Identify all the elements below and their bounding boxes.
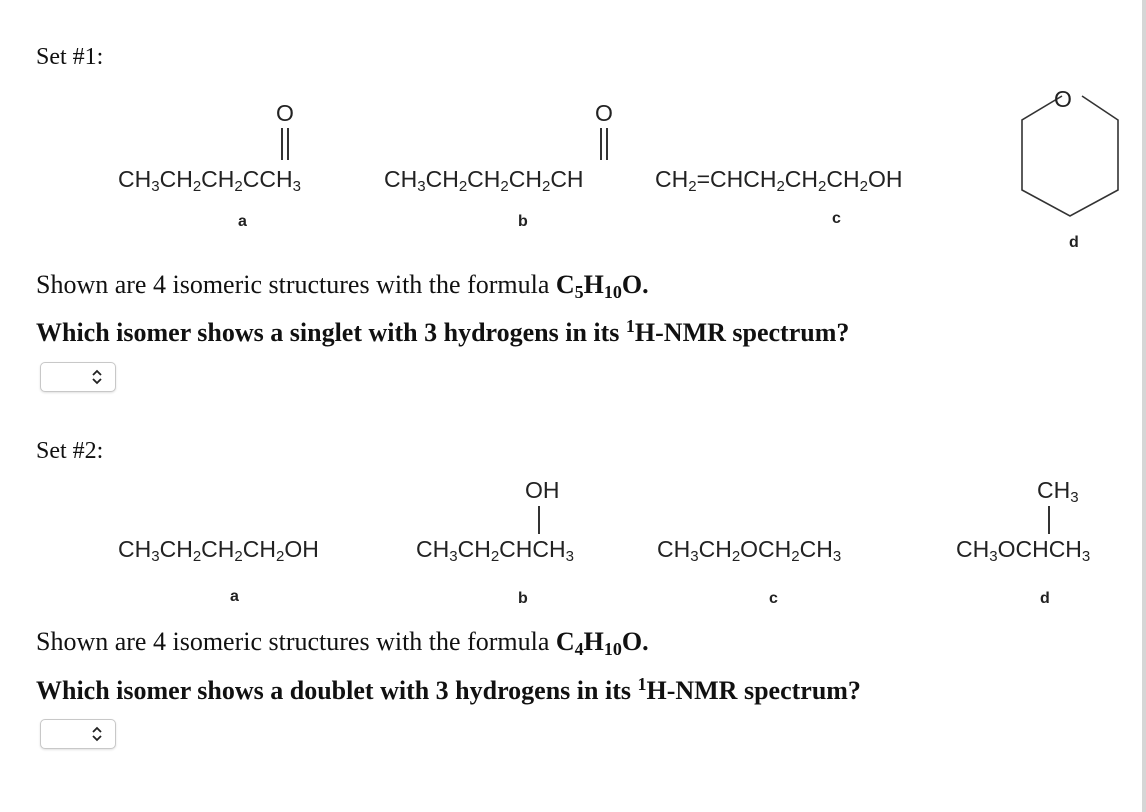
label-d: d	[1040, 590, 1050, 607]
structure-b-formula: $CH_3CH_2CHCH_3$	[416, 536, 574, 565]
hydroxyl-group: OH	[525, 477, 560, 503]
label-b: b	[518, 213, 528, 230]
set1-description: Shown are 4 isomeric structures with the formula $C_5H_{10}O$.	[36, 270, 649, 302]
label-b: b	[518, 590, 528, 607]
set1-answer-select[interactable]	[40, 362, 116, 392]
ring-diagram	[1010, 80, 1140, 230]
chevron-up-down-icon	[91, 725, 103, 743]
structure-a-formula: $CH_3CH_2CH_2CCH_3$	[118, 166, 301, 195]
structure-b-formula: $CH_3CH_2CH_2CH_2CH$	[384, 166, 584, 195]
label-a: a	[238, 213, 247, 230]
label-c: c	[832, 210, 841, 227]
set2-answer-select[interactable]	[40, 719, 116, 749]
set2-label: Set #2:	[36, 438, 104, 464]
chevron-up-down-icon	[91, 368, 103, 386]
set1-question: Which isomer shows a singlet with 3 hydrogens in its $^1$H-NMR spectrum?	[36, 316, 850, 347]
label-a: a	[230, 588, 239, 605]
carbonyl-oxygen: O	[276, 100, 294, 126]
label-c: c	[769, 590, 778, 607]
methyl-substituent: $CH_3$	[1037, 477, 1079, 506]
single-bond	[1048, 506, 1050, 534]
structure-c-formula: $CH_3CH_2OCH_2CH_3$	[657, 536, 842, 565]
page-edge	[1142, 0, 1146, 812]
double-bond	[600, 128, 602, 160]
set1-label: Set #1:	[36, 44, 104, 70]
label-d: d	[1069, 234, 1079, 251]
set2-description: Shown are 4 isomeric structures with the formula $C_4H_{10}O$.	[36, 627, 649, 659]
double-bond	[281, 128, 283, 160]
structure-c-formula: $CH_2=CHCH_2CH_2CH_2OH$	[655, 166, 903, 195]
set2-question: Which isomer shows a doublet with 3 hydrogens in its $^1$H-NMR spectrum?	[36, 674, 861, 705]
double-bond	[287, 128, 289, 160]
single-bond	[538, 506, 540, 534]
structure-d-formula: $CH_3OCHCH_3$	[956, 536, 1091, 565]
carbonyl-oxygen: O	[595, 100, 613, 126]
double-bond	[606, 128, 608, 160]
structure-a-formula: $CH_3CH_2CH_2CH_2OH$	[118, 536, 319, 565]
ring-oxygen: O	[1054, 86, 1072, 112]
